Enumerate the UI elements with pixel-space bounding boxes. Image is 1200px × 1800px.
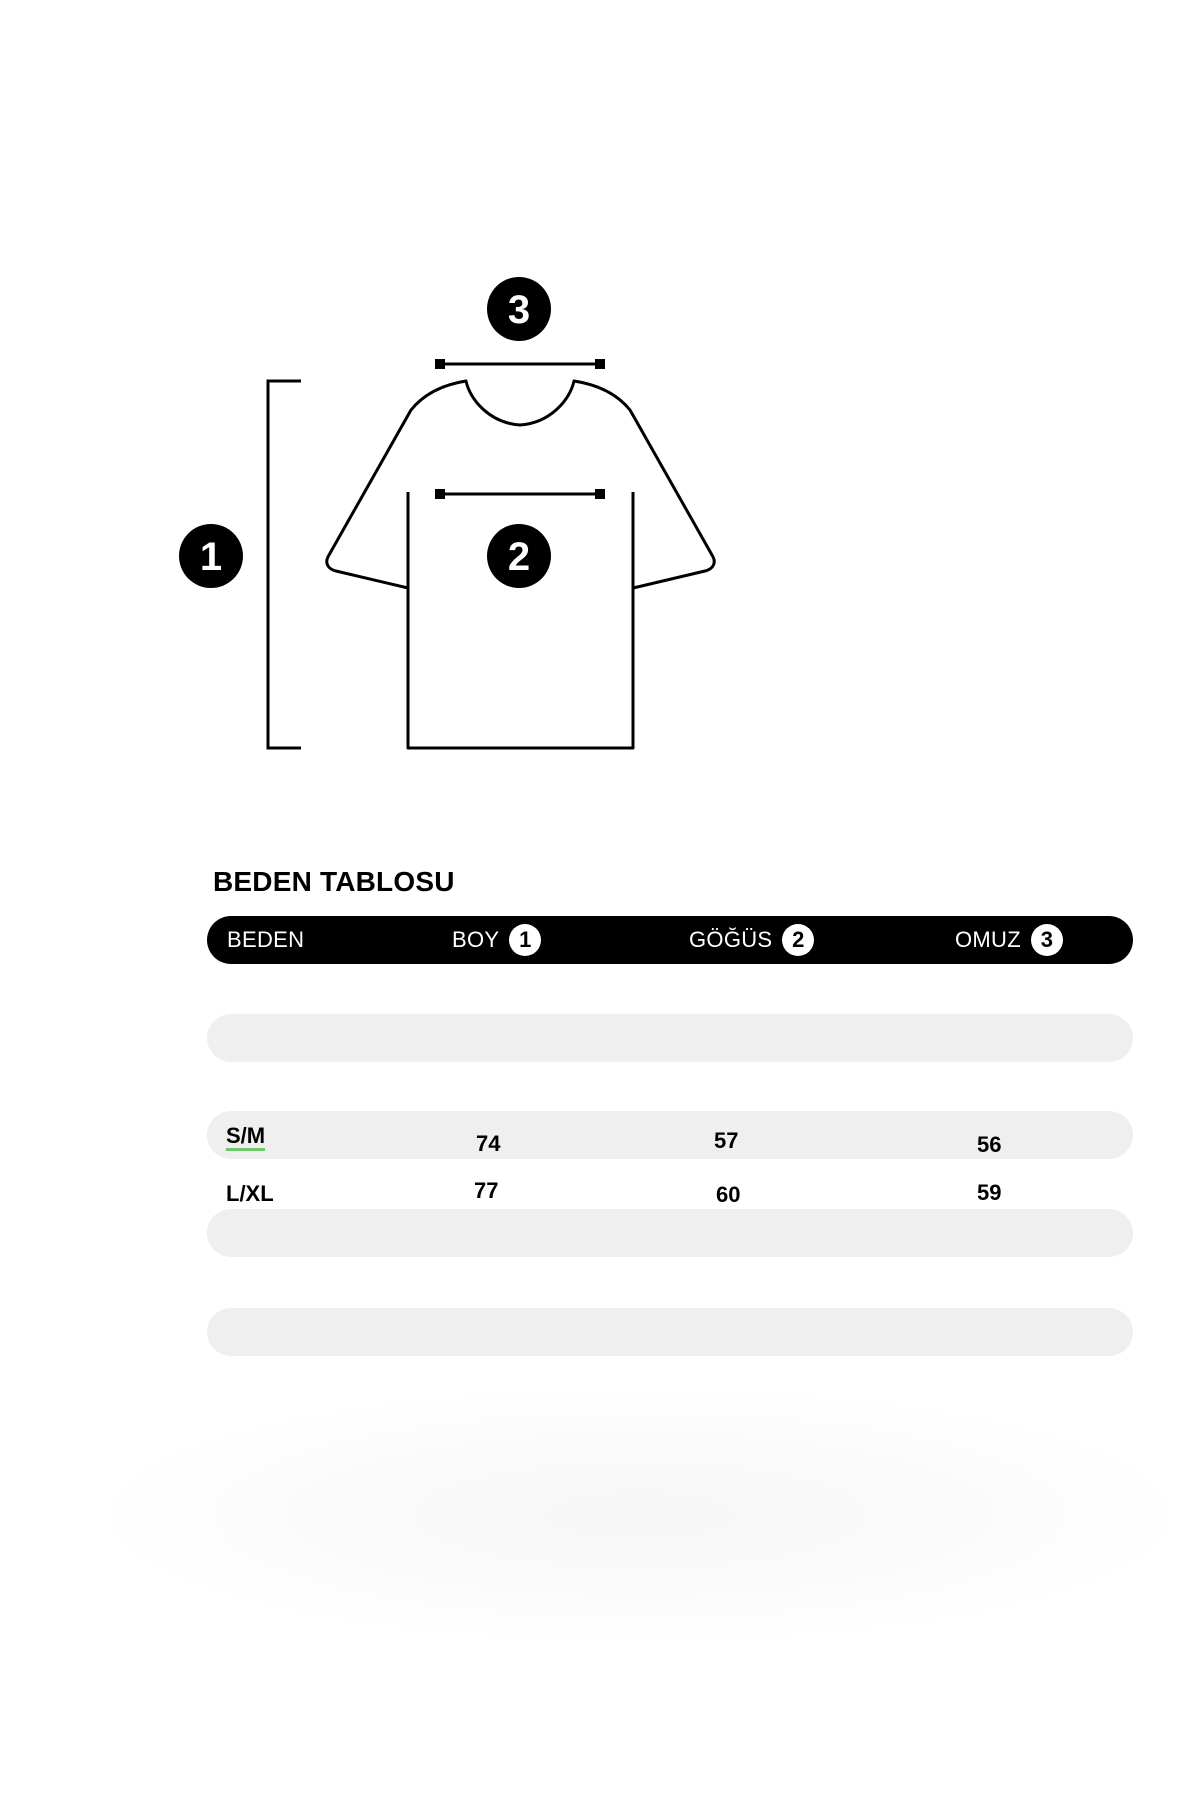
marker-1-label: 1	[199, 535, 223, 579]
marker-1-icon	[179, 524, 243, 588]
row-boy-cell: 74	[476, 1131, 501, 1156]
marker-2-icon	[487, 524, 551, 588]
gogus-number-icon: 2	[782, 924, 814, 956]
background-smudge	[110, 1390, 1170, 1640]
row-size-cell: S/M	[226, 1125, 265, 1151]
row-boy-cell: 77	[474, 1178, 499, 1203]
header-omuz	[955, 916, 1063, 964]
header-beden	[227, 916, 304, 964]
header-boy-label: BOY	[452, 927, 500, 952]
tshirt-measurement-diagram	[0, 0, 1200, 800]
table-stripe	[207, 1308, 1133, 1356]
row-gogus-cell: 60	[716, 1182, 741, 1207]
header-gogus	[689, 916, 814, 964]
length-bracket	[268, 381, 301, 748]
shoulder-measure-line	[435, 359, 605, 369]
row-size-cell: L/XL	[226, 1181, 274, 1206]
table-stripe	[207, 1014, 1133, 1062]
marker-3-icon	[487, 277, 551, 341]
table-stripe	[207, 1209, 1133, 1257]
header-beden-label: BEDEN	[227, 927, 305, 952]
marker-3-label: 3	[507, 288, 531, 332]
row-omuz-cell: 59	[977, 1180, 1002, 1205]
chest-measure-line	[435, 489, 605, 499]
row-gogus-cell: 57	[714, 1128, 739, 1153]
row-omuz-cell: 56	[977, 1132, 1002, 1157]
header-boy	[452, 916, 541, 964]
size-table-title: BEDEN TABLOSU	[213, 866, 455, 897]
boy-number-icon: 1	[509, 924, 541, 956]
size-table-header	[207, 916, 1133, 964]
marker-2-label: 2	[507, 535, 531, 579]
header-gogus-label: GÖĞÜS	[689, 927, 773, 952]
omuz-number-icon: 3	[1031, 924, 1063, 956]
header-omuz-label: OMUZ	[955, 927, 1021, 952]
